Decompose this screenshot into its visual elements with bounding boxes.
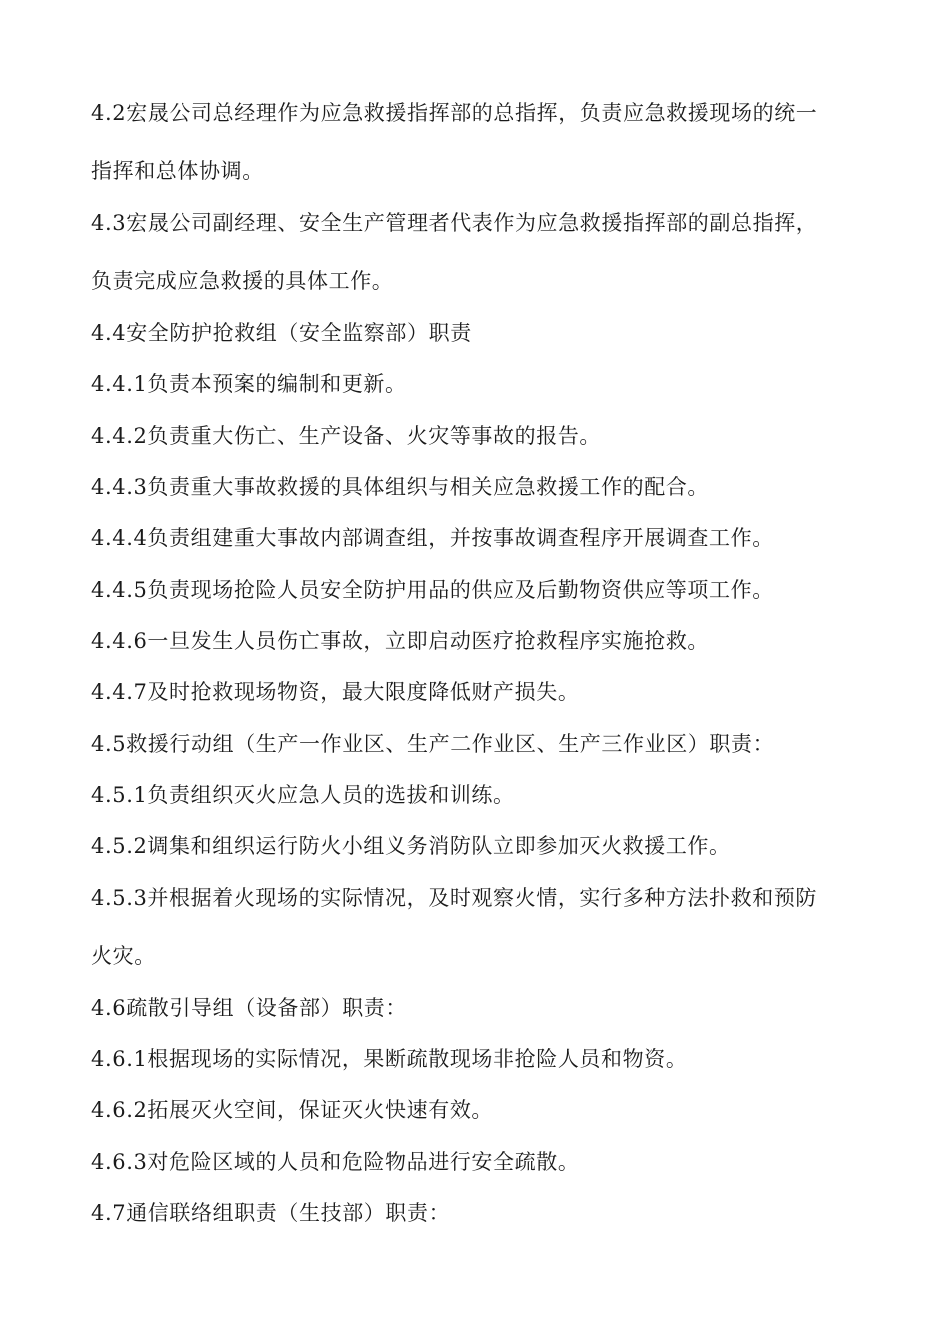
- paragraph-4-3-line-1: 4.3宏晟公司副经理、安全生产管理者代表作为应急救援指挥部的副总指挥，: [91, 211, 818, 235]
- paragraph-4-2-line-1: 4.2宏晟公司总经理作为应急救援指挥部的总指挥，负责应急救援现场的统一: [91, 101, 818, 125]
- heading-4-4: 4.4安全防护抢救组（安全监察部）职责: [91, 321, 472, 345]
- paragraph-4-3-line-2: 负责完成应急救援的具体工作。: [91, 269, 394, 293]
- item-4-5-2: 4.5.2调集和组织运行防火小组义务消防队立即参加灭火救援工作。: [91, 834, 731, 858]
- item-4-4-2: 4.4.2负责重大伤亡、生产设备、火灾等事故的报告。: [91, 424, 602, 448]
- heading-4-6: 4.6疏散引导组（设备部）职责：: [91, 996, 407, 1020]
- item-4-4-7: 4.4.7及时抢救现场物资，最大限度降低财产损失。: [91, 680, 580, 704]
- item-4-6-1: 4.6.1根据现场的实际情况，果断疏散现场非抢险人员和物资。: [91, 1047, 688, 1071]
- heading-4-5: 4.5救援行动组（生产一作业区、生产二作业区、生产三作业区）职责：: [91, 732, 775, 756]
- item-4-4-1: 4.4.1负责本预案的编制和更新。: [91, 372, 407, 396]
- item-4-6-2: 4.6.2拓展灭火空间，保证灭火快速有效。: [91, 1098, 494, 1122]
- paragraph-4-2-line-2: 指挥和总体协调。: [91, 159, 264, 183]
- item-4-4-5: 4.4.5负责现场抢险人员安全防护用品的供应及后勤物资供应等项工作。: [91, 578, 774, 602]
- item-4-5-1: 4.5.1负责组织灭火应急人员的选拔和训练。: [91, 783, 515, 807]
- heading-4-7: 4.7通信联络组职责（生技部）职责：: [91, 1201, 451, 1225]
- item-4-5-3-line-2: 火灾。: [91, 944, 156, 968]
- item-4-4-6: 4.4.6一旦发生人员伤亡事故，立即启动医疗抢救程序实施抢救。: [91, 629, 710, 653]
- item-4-5-3-line-1: 4.5.3并根据着火现场的实际情况，及时观察火情，实行多种方法扑救和预防: [91, 886, 818, 910]
- item-4-4-3: 4.4.3负责重大事故救援的具体组织与相关应急救援工作的配合。: [91, 475, 710, 499]
- item-4-4-4: 4.4.4负责组建重大事故内部调查组，并按事故调查程序开展调查工作。: [91, 526, 774, 550]
- item-4-6-3: 4.6.3对危险区域的人员和危险物品进行安全疏散。: [91, 1150, 580, 1174]
